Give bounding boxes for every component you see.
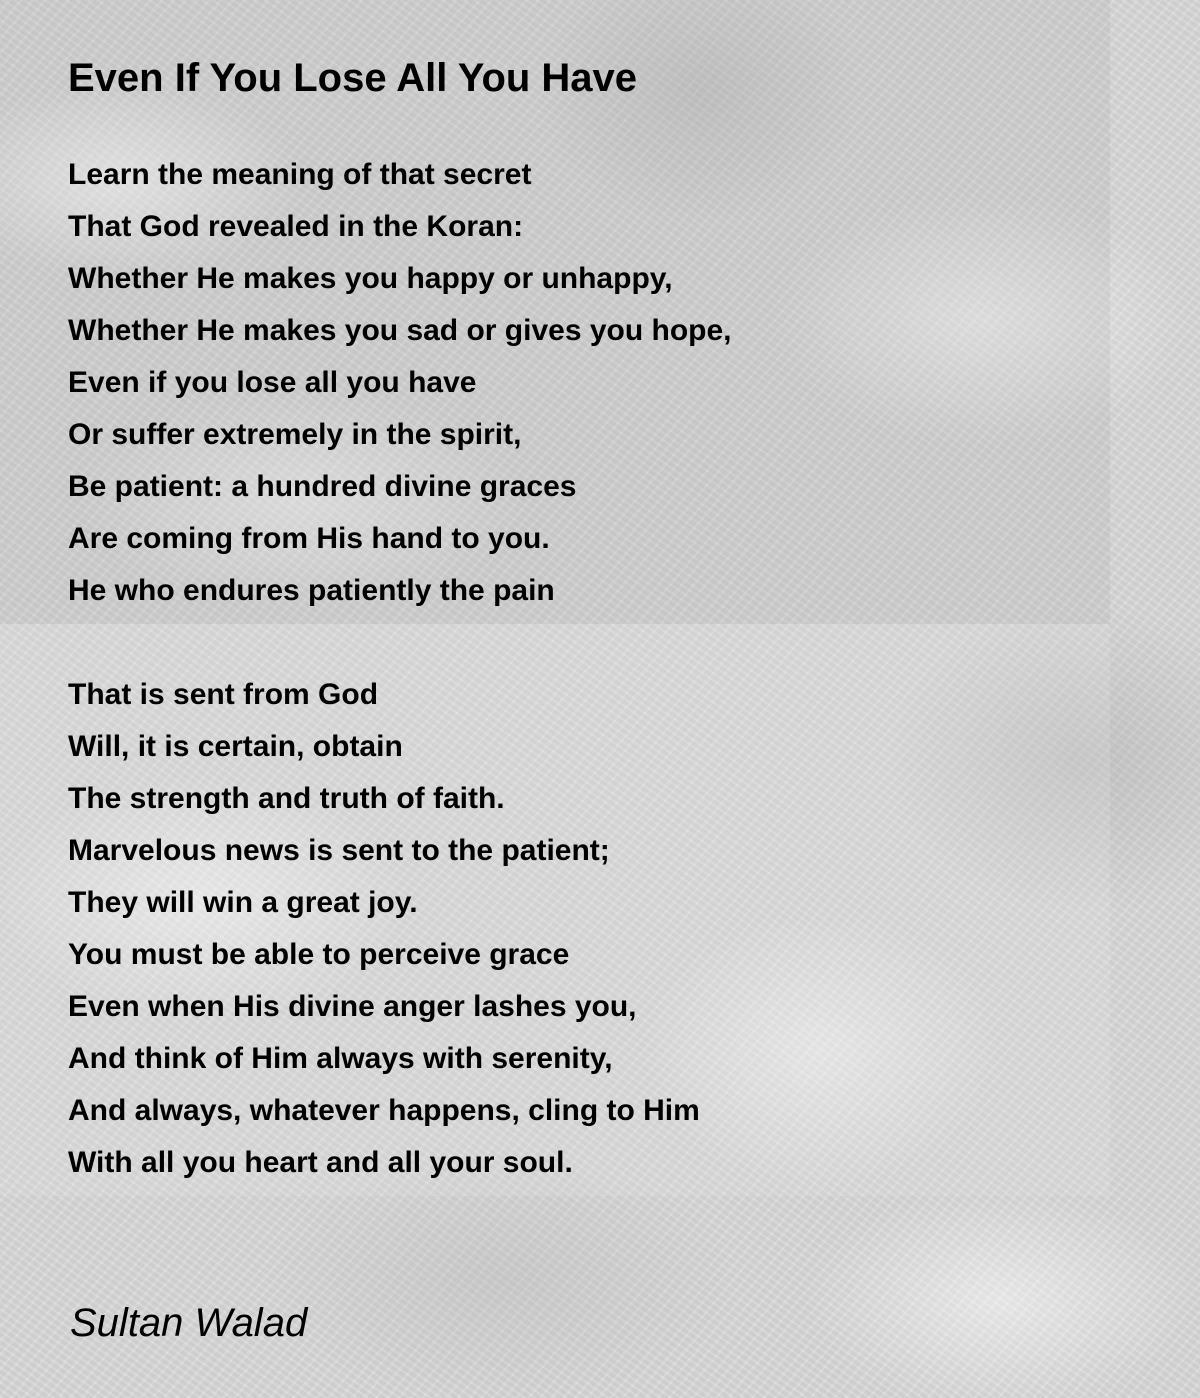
poem-line: Even when His divine anger lashes you,: [68, 990, 637, 1023]
poem-line: Whether He makes you happy or unhappy,: [68, 262, 673, 295]
poem-line: Will, it is certain, obtain: [68, 730, 403, 763]
poem-line: Even if you lose all you have: [68, 366, 477, 399]
poem-line: He who endures patiently the pain: [68, 574, 555, 607]
poem-line: Or suffer extremely in the spirit,: [68, 418, 522, 451]
poem-line: Be patient: a hundred divine graces: [68, 470, 577, 503]
poem-line: Learn the meaning of that secret: [68, 158, 532, 191]
poem-title: Even If You Lose All You Have: [68, 56, 638, 100]
stanza-2: [68, 669, 700, 1189]
stanza-1: [68, 149, 732, 617]
poem-line: Marvelous news is sent to the patient;: [68, 834, 610, 867]
poem-line: And always, whatever happens, cling to Him: [68, 1094, 700, 1127]
poem-line: And think of Him always with serenity,: [68, 1042, 613, 1075]
poem-line: The strength and truth of faith.: [68, 782, 505, 815]
poem-author: Sultan Walad: [70, 1301, 308, 1345]
poem-line: Are coming from His hand to you.: [68, 522, 550, 555]
poem-line: With all you heart and all your soul.: [68, 1146, 573, 1179]
poem-line: You must be able to perceive grace: [68, 938, 570, 971]
poem-line: They will win a great joy.: [68, 886, 418, 919]
poem-line: That God revealed in the Koran:: [68, 210, 524, 243]
poem-line: That is sent from God: [68, 678, 379, 711]
poem-line: Whether He makes you sad or gives you hope,: [68, 314, 732, 347]
